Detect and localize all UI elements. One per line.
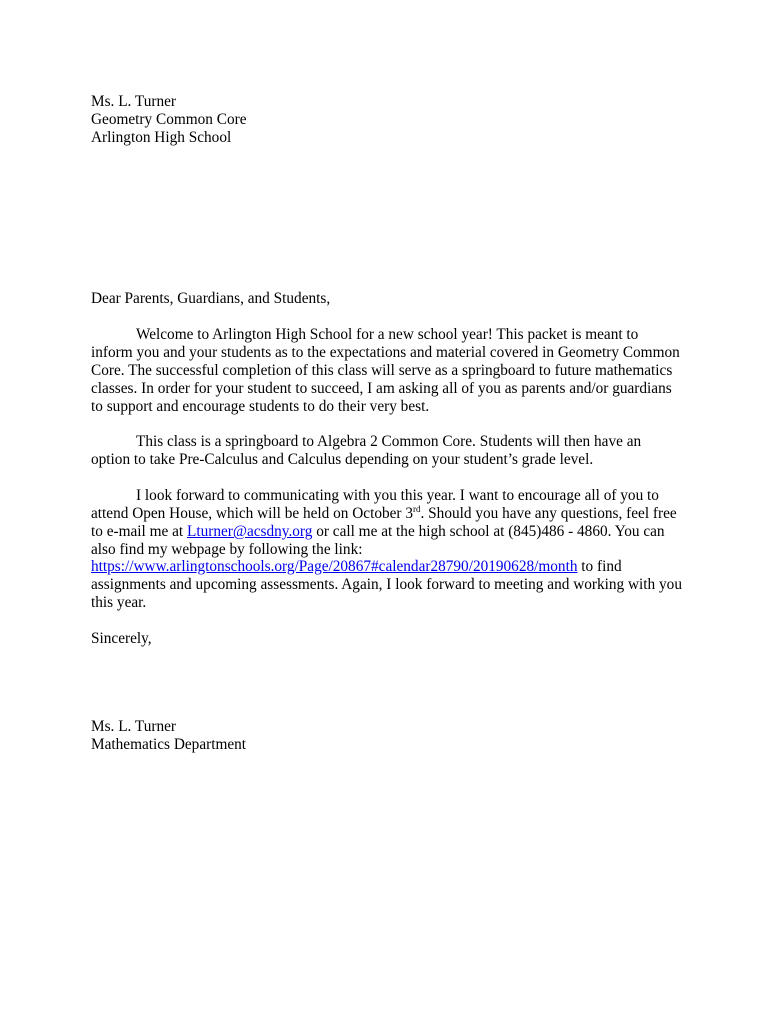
paragraph-3-line: assignments and upcoming assessments. Again, I look forward to meeting and working with you bbox=[91, 576, 682, 593]
paragraph-1-line: classes. In order for your student to succeed, I am asking all of you as parents and/or guardians bbox=[91, 380, 672, 397]
email-link[interactable]: Lturner@acsdny.org bbox=[187, 523, 313, 540]
paragraph-1-line: to support and encourage students to do their very best. bbox=[91, 398, 430, 415]
paragraph-2-line: option to take Pre-Calculus and Calculus depending on your student’s grade level. bbox=[91, 451, 594, 468]
course-name: Geometry Common Core bbox=[91, 111, 247, 128]
to-find-text: to find bbox=[577, 558, 622, 575]
closing: Sincerely, bbox=[91, 630, 152, 647]
ordinal-suffix: rd bbox=[413, 504, 421, 514]
paragraph-3-line bbox=[91, 505, 677, 523]
paragraph-3-line: this year. bbox=[91, 594, 147, 611]
paragraph-1-line: inform you and your students as to the expectations and material covered in Geometry Common bbox=[91, 344, 680, 361]
open-house-text: attend Open House, which will be held on October 3 bbox=[91, 505, 414, 522]
paragraph-3-line bbox=[91, 523, 665, 541]
signature-name: Ms. L. Turner bbox=[91, 718, 176, 735]
paragraph-1-line: Welcome to Arlington High School for a new school year! This packet is meant to bbox=[136, 326, 639, 343]
paragraph-3-line: I look forward to communicating with you this year. I want to encourage all of you to bbox=[136, 487, 659, 504]
phone-text: or call me at the high school at (845)486 - 4860. You can bbox=[312, 523, 665, 540]
questions-text: . Should you have any questions, feel free bbox=[420, 505, 677, 522]
paragraph-3-line bbox=[91, 558, 622, 576]
salutation: Dear Parents, Guardians, and Students, bbox=[91, 290, 331, 307]
email-intro-text: to e-mail me at bbox=[91, 523, 187, 540]
school-name: Arlington High School bbox=[91, 129, 232, 146]
signature-department: Mathematics Department bbox=[91, 736, 247, 753]
paragraph-2-line: This class is a springboard to Algebra 2 Common Core. Students will then have an bbox=[136, 433, 642, 450]
paragraph-3-line: also find my webpage by following the link: bbox=[91, 541, 363, 558]
webpage-link[interactable]: https://www.arlingtonschools.org/Page/20867#calendar28790/20190628/month bbox=[91, 558, 578, 575]
paragraph-1-line: Core. The successful completion of this class will serve as a springboard to future mathematics bbox=[91, 362, 673, 379]
sender-name: Ms. L. Turner bbox=[91, 93, 176, 110]
